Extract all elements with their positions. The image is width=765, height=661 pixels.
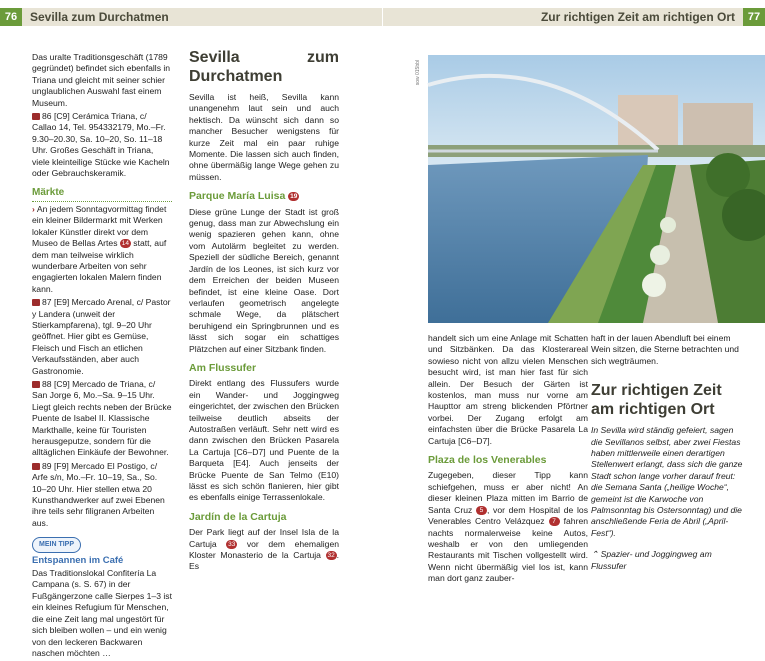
mein-tipp-logo: MEIN TIPP [32,537,81,552]
header-title: Sevilla zum Durchatmen [30,10,169,24]
location-marker: 19 [290,193,298,201]
page-number: 77 [743,8,765,26]
location-marker: 14 [121,240,130,248]
heading-jardin-cartuja: Jardín de la Cartuja [189,510,287,523]
arrow-icon: › [32,203,35,214]
left-page [0,0,382,658]
listing-87: 87 [E9] Mercado Arenal, c/ Pastor y Landera (unweit der Stierkampfarena), tgl. 9–20 Uhr geöffnet. Hier gibt es Gemüse, Fleisch und Fisch an etlichen Verkaufsständen, aber auch Gastronomie. [32,297,171,376]
caption-arrow-icon: ⌃ [591,549,601,560]
listing-88: 88 [C9] Mercado de Triana, c/ San Jorge 6, Mo.–Sa. 9–15 Uhr. Liegt gleich rechts neben der Brücke Puente de Isabel II. Klassische Markthalle, keine für Touristen herausgeputze, sondern für die alltäglichen Einkäufe der Bewohner. [32,378,172,458]
location-marker: 32 [327,552,335,560]
location-marker: 33 [228,540,236,548]
shop-icon [32,381,40,388]
flussufer-paragraph: Direkt entlang des Flussufers wurde ein Wander- und Joggingweg eingerichtet, der zwischen den Brücken teilweise deutlich abseits der Autostraßen verläuft. Sehr nett wird es dann zwischen den Brücken Pasarela La Cartuja [C6–D7] und Puente de la Barqueta [E4]. Auch jenseits der Brücke Puente de San Telmo (E10) lässt es sich schön flanieren, hier gibt es ebenfalls einige Terrassenlokale. [189,378,339,503]
section-heading-maerkte: Märkte [32,187,172,201]
tip-text: Das Traditionslokal Confitería La Campana (s. S. 67) in der Fußgängerzone calle Sierpes 1–3 ist ein kleines Refugium für Menschen, die eine Zeit lang mal ungestört für sich bleiben wollen – und ein wenig von den leckeren Backwaren naschen möchten … [32,568,172,658]
fiesta-paragraph: In Sevilla wird ständig gefeiert, sagen die Sevillanos selbst, aber zwei Fiestas haben mittlerweile einen derartigen Stellenwert erlangt, dass sich die ganze Stadt schon lange vorher darauf freut: die Semana Santa („heilige Woche“, gemeint ist die Karwoche von Palmsonntag bis Ostersonntag) und die anschließende Feria de Abril („April-Fest“). [591,425,743,538]
shop-icon [32,299,40,306]
plaza-continued: haft in der lauen Abendluft bei einem Wein sitzen, die Sterne betrachten und sich wegträumen. [591,333,739,366]
heading-am-flussufer: Am Flussufer [189,361,257,374]
left-column-2 [189,48,339,575]
plaza-paragraph: Zugegeben, dieser Tipp kann schiefgehen, muss er aber nicht! An dieser kleinen Plaza mitten im Barrio de Santa Cruz 5 , vor dem Hospital de los Venerables Centro Velázquez 7 fahren nachts normalerweise keine Autos, weshalb er von den umliegenden Restaurants mit Tischen vollgestellt wird. Wenn nicht übermäßig viel los ist, kann man dort ganz zauber- [428,470,589,584]
left-column-1 [32,52,172,661]
shop-icon [32,463,40,470]
photo-credit: sow 015bbl [415,60,421,86]
heading-plaza-venerables: Plaza de los Venerables [428,454,547,467]
section-title: Sevilla zum Durchatmen [189,49,339,85]
heading-parque-maria-luisa: Parque María Luisa 19 [189,190,298,203]
header-title: Zur richtigen Zeit am richtigen Ort [540,10,735,24]
cartuja-continued: handelt sich um eine Anlage mit Schatten und Sitzbänken. Da das Klosterareal sowieso nicht von allzu vielen Menschen besucht wird, ist man hier fast für sich allein. Der Besuch der Gärten ist kostenlos, man muss nur vorne am Haupttor am streng blickenden Pförtner vorbei. Der Zugang erfolgt am einfachsten über die Brücke Pasarela La Cartuja [C6–D7]. [428,333,588,446]
right-column-2 [591,333,747,574]
riverside-photo [428,55,765,323]
intro-paragraph: Sevilla ist heiß, Sevilla kann unangenehm laut sein und auch hektisch. Da wünscht sich dann so mancher Besucher wenigstens für kurze Zeit mal ein paar ruhige Momente. Die lassen sich auch finden, ohne übermäßig lange Wege gehen zu müssen. [189,92,339,182]
listing-86: 86 [C9] Cerámica Triana, c/ Callao 14, Tel. 954332179, Mo.–Fr. 9.30–20.30, Sa. 10–20, So. 11–18 Uhr. Großes Geschäft in Triana, viele kleinteilige Stücke wie Kacheln oder Gebrauchskeramik. [32,111,170,179]
location-marker: 7 [549,517,560,526]
shop-icon [32,113,40,120]
listing-89: 89 [F9] Mercado El Postigo, c/ Arfe s/n, Mo.–Fr. 10–19, Sa., So. 10–20 Uhr. Hier stellen etwa 20 Kunsthandwerker auf zwei Ebenen ihre teils sehr filigranen Arbeiten aus. [32,460,165,528]
right-page [383,0,765,648]
cartuja-paragraph: Der Park liegt auf der Insel Isla de la Cartuja 33 vor dem ehemaligen Kloster Monasterio de la Cartuja 32 . Es [189,527,340,572]
riverside-illustration [428,55,765,323]
location-marker: 5 [476,506,487,515]
right-column-1 [428,333,588,587]
section-title: Zur richtigen Zeit am richtigen Ort [591,382,722,419]
photo-caption: ⌃ Spazier- und Joggingweg am Flussufer [591,549,712,571]
intro-text: Das uralte Traditionsgeschäft (1789 gegründet) befindet sich ebenfalls in Triana und gleicht mit seiner schier unglaublichen Auswahl fast einem Museum. [32,52,171,108]
page-number: 76 [0,8,22,26]
parque-paragraph: Diese grüne Lunge der Stadt ist groß genug, dass man zur Abwechslung ein wenig spazieren gehen kann, ohne vom Autolärm begleitet zu werden. Speziell der südliche Bereich, genannt Jardín de los Leones, ist sich kurz vor dem Erreichen der beiden Museen befindet, ist eine kleine Oase. Dort verlaufen geometrisch angelegte schmale Wege, da plätschert beruhigend ein Springbrunnen und es lässt sich sogar ein schattiges Plätzchen auf einer Sitzbank finden. [189,206,339,354]
tip-title: Entspannen im Café [32,554,124,566]
bullet-bildermarkt: › An jedem Sonntagvormittag findet ein kleiner Bildermarkt mit Werken lokaler Künstler direkt vor dem Museo de Bellas Artes 14 statt, auf dem man teilweise wirklich wunderbare Arbeiten von sehr engagierten lokalen Malern finden kann. [32,203,167,294]
